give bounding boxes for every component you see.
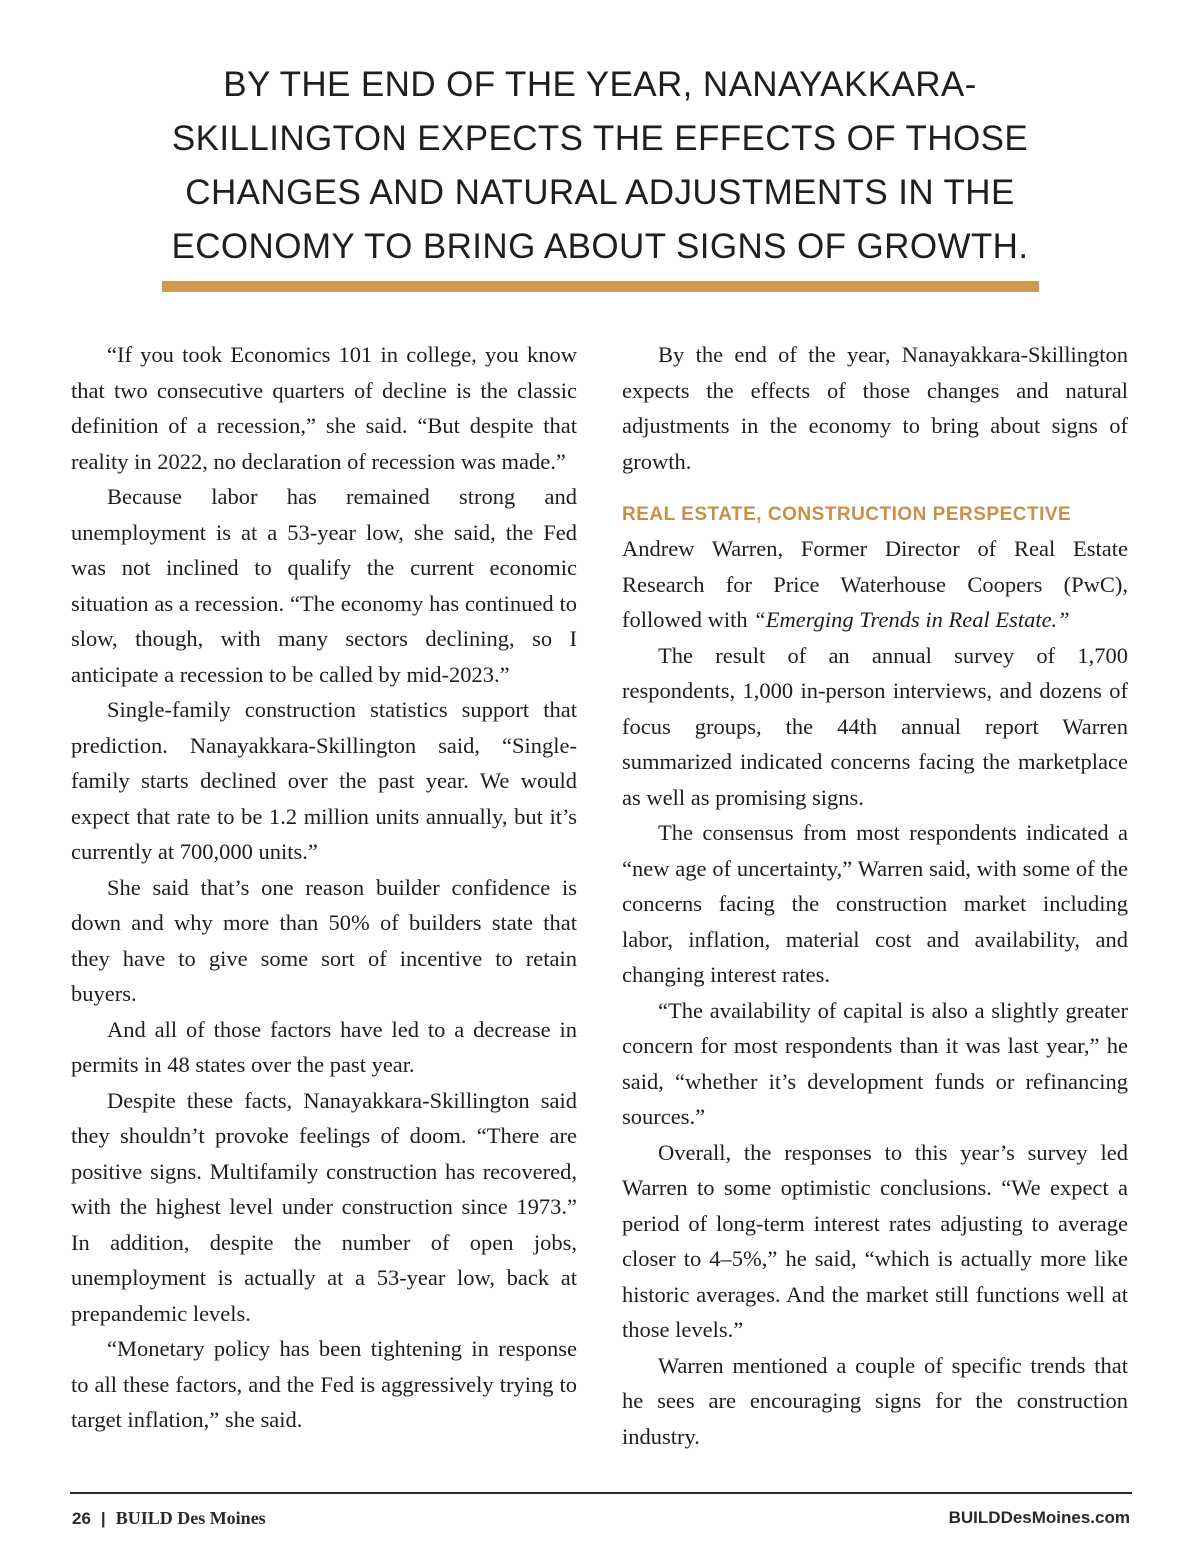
body-paragraph: “If you took Economics 101 in college, you know that two consecutive quarters of decline is the classic definition of a recession,” she said. “But despite that reality in 2022, no declaration of recession was made.” [71, 342, 577, 474]
intro-paragraph: By the end of the year, Nanayakkara-Skillington expects the effects of those changes and natural adjustments in the economy to bring about signs of growth. [622, 342, 1128, 474]
body-paragraph: The consensus from most respondents indicated a “new age of uncertainty,” Warren said, with some of the concerns facing the construction market including labor, inflation, material cost and availability, and changing interest rates. [622, 820, 1128, 987]
footer-divider [70, 1492, 1132, 1494]
body-paragraph: Warren mentioned a couple of specific trends that he sees are encouraging signs for the construction industry. [622, 1352, 1128, 1449]
page-number: 26 [72, 1509, 91, 1528]
body-paragraph: Because labor has remained strong and unemployment is at a 53-year low, she said, the Fed was not inclined to qualify the current economic situation as a recession. “The economy has continued to slow, though, with many sectors declining, so I anticipate a recession to be called by mid-2023.” [71, 484, 577, 687]
lead-paragraph [622, 531, 1128, 638]
pull-quote-divider [162, 281, 1039, 292]
left-column [71, 337, 577, 1438]
body-paragraph: The result of an annual survey of 1,700 respondents, 1,000 in-person interviews, and dozens of focus groups, the 44th annual report Warren summarized indicated concerns facing the marketplace as well as promising signs. [622, 642, 1128, 810]
body-paragraph: She said that’s one reason builder confidence is down and why more than 50% of builders state that they have to give some sort of incentive to retain buyers. [71, 874, 577, 1006]
report-title: “Emerging Trends in Real Estate.” [753, 607, 1070, 632]
footer-separator: | [100, 1509, 106, 1528]
section-subhead: REAL ESTATE, CONSTRUCTION PERSPECTIVE [622, 504, 1072, 525]
lead-text: Andrew Warren, Former Director of Real Estate Research for Price Waterhouse Coopers (PwC), followed with [622, 536, 1128, 632]
footer-folio [72, 1508, 266, 1532]
footer-website: BUILDDesMoines.com [948, 1508, 1130, 1527]
pull-quote: BY THE END OF THE YEAR, NANAYAKKARA-SKILLINGTON EXPECTS THE EFFECTS OF THOSE CHANGES AND NATURAL ADJUSTMENTS IN THE ECONOMY TO BRING ABOUT SIGNS OF GROWTH. [171, 65, 1029, 266]
body-paragraph: “The availability of capital is also a slightly greater concern for most respondents than it was last year,” he said, “whether it’s development funds or refinancing sources.” [622, 997, 1128, 1129]
body-paragraph: And all of those factors have led to a decrease in permits in 48 states over the past year. [71, 1016, 577, 1077]
body-paragraph: Overall, the responses to this year’s survey led Warren to some optimistic conclusions. “We expect a period of long-term interest rates adjusting to average closer to 4–5%,” he said, “which is actually more like historic averages. And the market still functions well at those levels.” [622, 1139, 1128, 1342]
body-paragraph: “Monetary policy has been tightening in response to all these factors, and the Fed is aggressively trying to target inflation,” she said. [71, 1336, 577, 1432]
body-paragraph: Single-family construction statistics support that prediction. Nanayakkara-Skillington said, “Single-family starts declined over the past year. We would expect that rate to be 1.2 million units annually, but it’s currently at 700,000 units.” [71, 697, 577, 864]
body-paragraph: Despite these facts, Nanayakkara-Skillington said they shouldn’t provoke feelings of doom. “There are positive signs. Multifamily construction has recovered, with the highest level under construction since 1973.” In addition, despite the number of open jobs, unemployment is actually at a 53-year low, back at prepandemic levels. [71, 1087, 577, 1326]
right-column [622, 337, 1128, 1454]
magazine-name: BUILD Des Moines [115, 1508, 266, 1528]
